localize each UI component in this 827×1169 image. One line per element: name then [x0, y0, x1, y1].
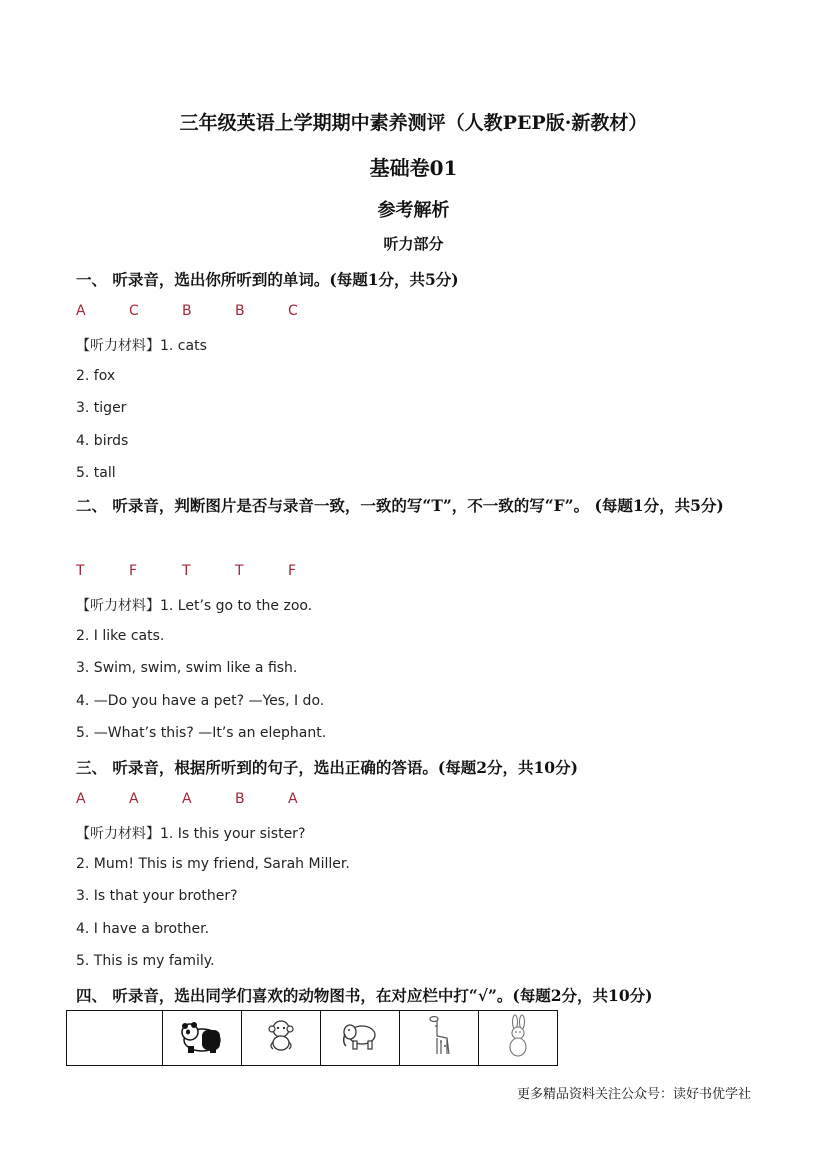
material-label: 【听力材料】	[76, 598, 160, 614]
giraffe-cell	[400, 1011, 479, 1066]
answer: C	[288, 303, 298, 319]
answer-heading: 参考解析	[377, 200, 450, 221]
question-2-title: 二、 听录音，判断图片是否与录音一致，一致的写“T”，不一致的写“F”。 (每题1分，共5分)	[76, 496, 724, 515]
answer: A	[76, 303, 86, 319]
transcript-line: 5. tall	[76, 465, 116, 481]
transcript-line: 2. Mum! This is my friend, Sarah Miller.	[76, 856, 350, 872]
animal-book-table	[66, 1010, 558, 1066]
answer: B	[235, 791, 245, 807]
panda-cell	[163, 1011, 242, 1066]
transcript-line: 5. This is my family.	[76, 953, 215, 969]
transcript-line: 4. birds	[76, 433, 129, 449]
answer: F	[129, 563, 138, 579]
transcript-line: 5. —What’s this? —It’s an elephant.	[76, 725, 327, 741]
transcript-line: 3. tiger	[76, 400, 127, 416]
question-1-answers	[76, 303, 341, 319]
transcript-line: 4. I have a brother.	[76, 921, 210, 937]
panda-icon	[180, 1018, 224, 1054]
answer: A	[76, 791, 86, 807]
transcript-line: 2. fox	[76, 368, 116, 384]
material-label: 【听力材料】	[76, 338, 160, 354]
answer: B	[235, 303, 245, 319]
transcript-line: 4. —Do you have a pet? —Yes, I do.	[76, 693, 325, 709]
monkey-cell	[242, 1011, 321, 1066]
giraffe-icon	[425, 1014, 453, 1058]
answer: A	[129, 791, 139, 807]
transcript-line: 【听力材料】1. cats	[76, 338, 207, 354]
material-label: 【听力材料】	[76, 826, 160, 842]
transcript-line: 3. Is that your brother?	[76, 888, 238, 904]
rabbit-icon	[503, 1014, 533, 1058]
question-4-title: 四、 听录音，选出同学们喜欢的动物图书，在对应栏中打“√”。(每题2分，共10分)	[76, 986, 653, 1005]
answer: A	[288, 791, 298, 807]
question-2-answers	[76, 563, 341, 579]
question-3-title: 三、 听录音，根据所听到的句子，选出正确的答语。(每题2分，共10分)	[76, 758, 578, 777]
answer: F	[288, 563, 297, 579]
blank-label-cell	[67, 1011, 163, 1066]
section-heading: 听力部分	[383, 235, 444, 253]
rabbit-cell	[479, 1011, 558, 1066]
footer-note: 更多精品资料关注公众号：读好书优学社	[516, 1087, 751, 1102]
answer: T	[182, 563, 191, 579]
elephant-cell	[321, 1011, 400, 1066]
elephant-icon	[340, 1020, 380, 1052]
transcript-line: 【听力材料】1. Is this your sister?	[76, 826, 306, 842]
question-1-title: 一、 听录音，选出你所听到的单词。(每题1分，共5分)	[76, 270, 459, 289]
transcript-line: 2. I like cats.	[76, 628, 165, 644]
question-3-answers	[76, 791, 341, 807]
answer: B	[182, 303, 192, 319]
answer: A	[182, 791, 192, 807]
document-subtitle: 基础卷01	[369, 156, 458, 180]
answer: T	[76, 563, 85, 579]
monkey-icon	[266, 1018, 296, 1054]
answer: C	[129, 303, 139, 319]
transcript-line: 【听力材料】1. Let’s go to the zoo.	[76, 598, 313, 614]
answer: T	[235, 563, 244, 579]
document-title: 三年级英语上学期期中素养测评（人教PEP版·新教材）	[179, 112, 648, 134]
transcript-line: 3. Swim, swim, swim like a fish.	[76, 660, 298, 676]
